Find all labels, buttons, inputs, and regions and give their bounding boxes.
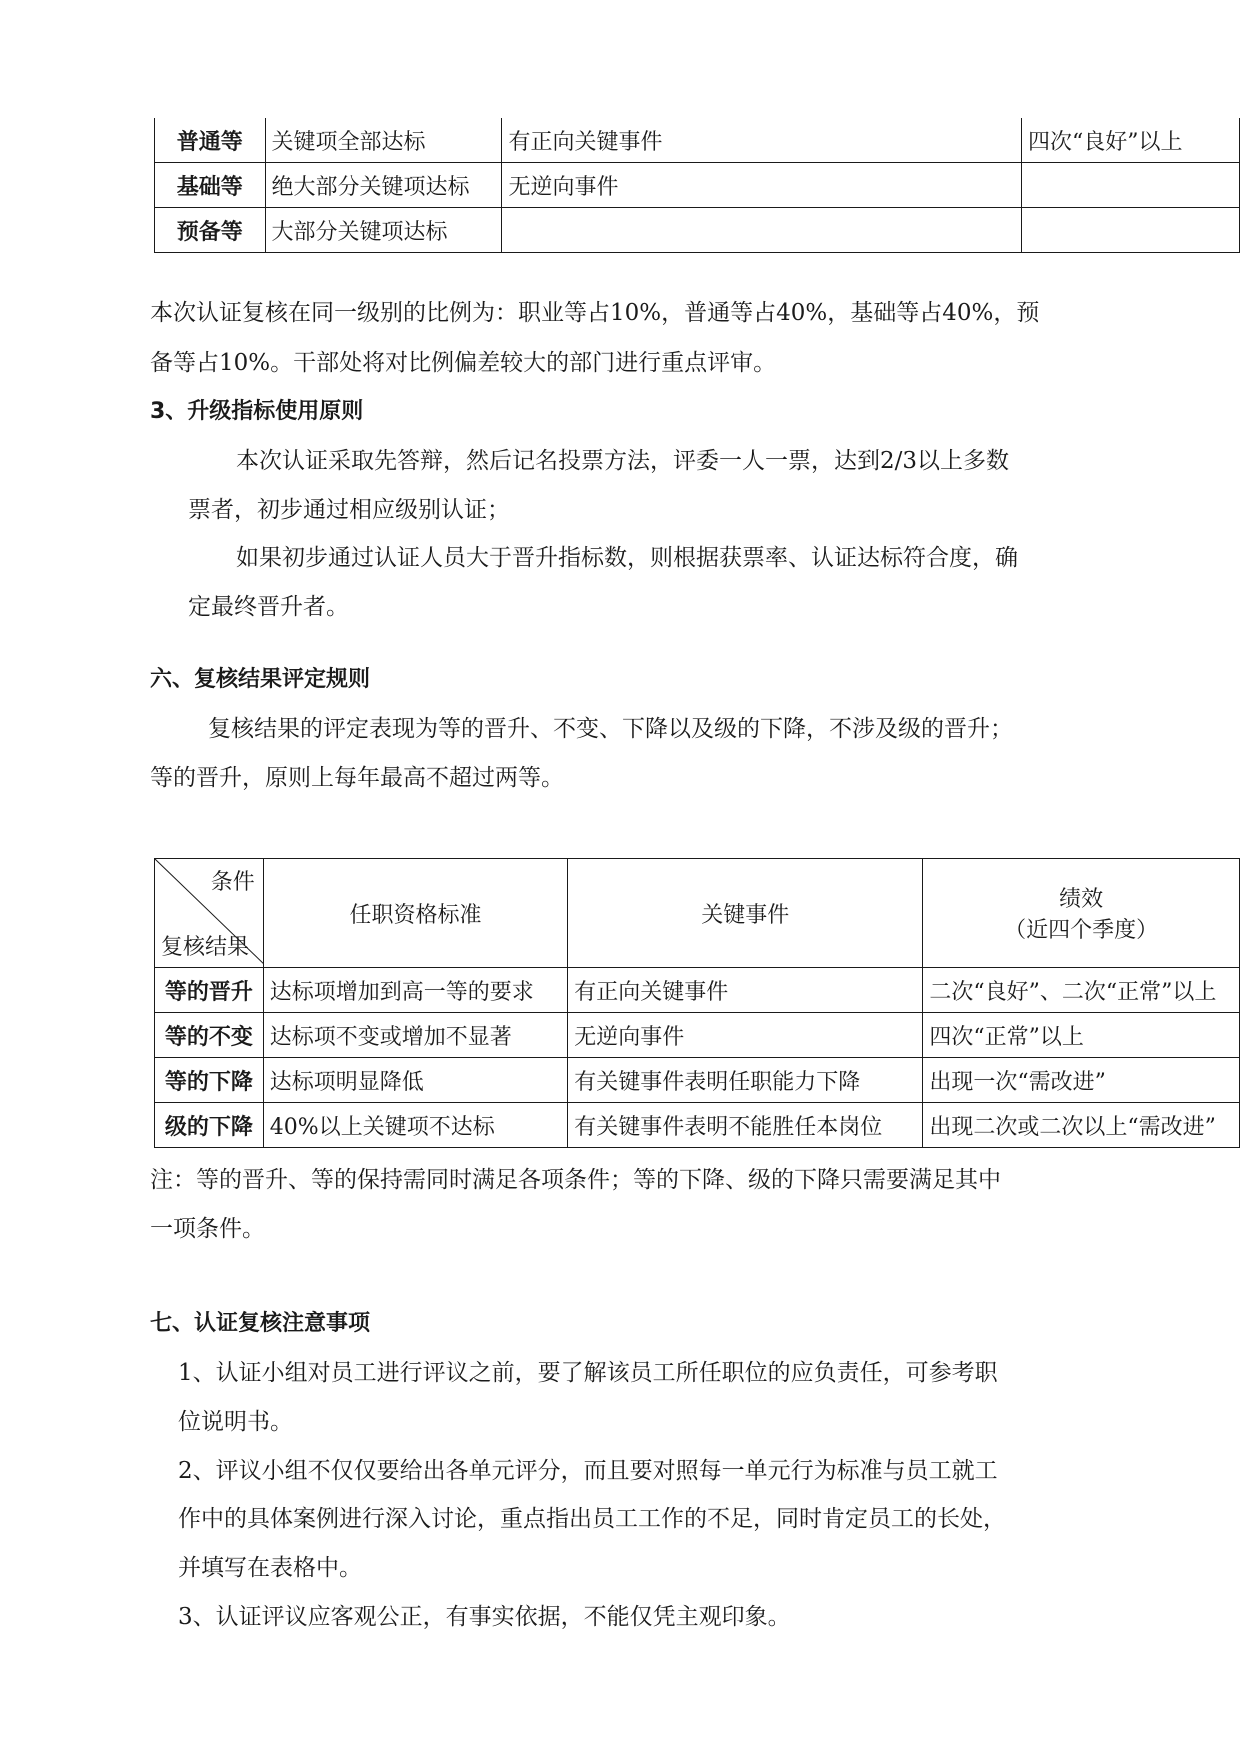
grade-cell: 普通等 [155,118,266,163]
table-row [155,163,1240,208]
grade-cell: 基础等 [155,163,266,208]
event-cell: 有正向关键事件 [568,968,923,1013]
event-cell: 无逆向事件 [502,163,1022,208]
corner-conditions-label: 条件 [210,870,255,895]
table-row [155,1103,1240,1148]
list-item-line: 2、评议小组不仅仅要给出各单元评分，而且要对照每一单元行为标准与员工就工 [178,1458,998,1484]
qualification-cell: 40%以上关键项不达标 [263,1103,567,1148]
result-cell: 等的下降 [155,1058,264,1103]
column-header-sub: （近四个季度） [1004,918,1159,943]
note-line: 注：等的晋升、等的保持需同时满足各项条件；等的下降、级的下降只需要满足其中 [150,1167,1001,1193]
qualification-cell: 绝大部分关键项达标 [265,163,502,208]
result-cell: 等的不变 [155,1013,264,1058]
performance-cell: 出现二次或二次以上“需改进” [923,1103,1240,1148]
qualification-cell: 关键项全部达标 [265,118,502,163]
performance-cell: 四次“良好”以上 [1022,118,1240,163]
note-line: 一项条件。 [150,1216,265,1242]
table-row [155,118,1240,163]
qualification-cell: 达标项增加到高一等的要求 [263,968,567,1013]
column-header: 绩效 [1059,887,1104,912]
event-cell: 有关键事件表明任职能力下降 [568,1058,923,1103]
event-cell: 有关键事件表明不能胜任本岗位 [568,1103,923,1148]
result-cell: 等的晋升 [155,968,264,1013]
table-row [155,968,1240,1013]
paragraph-line: 复核结果的评定表现为等的晋升、不变、下降以及级的下降，不涉及级的晋升； [208,716,1013,742]
paragraph-line: 票者，初步通过相应级别认证； [188,497,510,523]
table-header-row [155,859,1240,968]
section-heading: 六、复核结果评定规则 [150,667,371,692]
corner-result-label: 复核结果 [161,935,250,960]
qualification-cell: 达标项不变或增加不显著 [263,1013,567,1058]
review-result-table [154,858,1240,1148]
grade-criteria-table [154,118,1240,253]
table-row [155,1058,1240,1103]
list-item-line: 作中的具体案例进行深入讨论，重点指出员工工作的不足，同时肯定员工的长处， [178,1506,1006,1532]
list-item-line: 1、认证小组对员工进行评议之前，要了解该员工所任职位的应负责任，可参考职 [178,1360,998,1386]
diagonal-header-cell [155,859,264,968]
result-cell: 级的下降 [155,1103,264,1148]
paragraph-line: 定最终晋升者。 [188,594,349,620]
event-cell: 有正向关键事件 [502,118,1022,163]
qualification-cell: 大部分关键项达标 [265,208,502,253]
ratio-paragraph-line: 本次认证复核在同一级别的比例为：职业等占10%，普通等占40%，基础等占40%，预 [150,300,1040,326]
performance-cell: 二次“良好”、二次“正常”以上 [923,968,1240,1013]
paragraph-line: 本次认证采取先答辩，然后记名投票方法，评委一人一票，达到2/3以上多数 [236,448,1010,474]
table-row [155,208,1240,253]
ratio-paragraph-line: 备等占10%。干部处将对比例偏差较大的部门进行重点评审。 [150,350,777,376]
section-heading: 七、认证复核注意事项 [150,1311,371,1336]
event-cell: 无逆向事件 [568,1013,923,1058]
qualification-cell: 达标项明显降低 [263,1058,567,1103]
grade-cell: 预备等 [155,208,266,253]
performance-cell: 四次“正常”以上 [923,1013,1240,1058]
paragraph-line: 如果初步通过认证人员大于晋升指标数，则根据获票率、认证达标符合度，确 [236,545,1018,571]
event-cell [502,208,1022,253]
list-item-line: 并填写在表格中。 [178,1555,362,1581]
performance-cell [1022,163,1240,208]
table-row [155,1013,1240,1058]
performance-cell [1022,208,1240,253]
list-item-line: 位说明书。 [178,1409,293,1435]
column-header: 关键事件 [568,859,923,968]
paragraph-line: 等的晋升，原则上每年最高不超过两等。 [150,765,564,791]
performance-cell: 出现一次“需改进” [923,1058,1240,1103]
section-heading: 3、升级指标使用原则 [150,399,364,424]
list-item-line: 3、认证评议应客观公正，有事实依据，不能仅凭主观印象。 [178,1604,791,1630]
column-header-performance [923,859,1240,968]
column-header: 任职资格标准 [263,859,567,968]
